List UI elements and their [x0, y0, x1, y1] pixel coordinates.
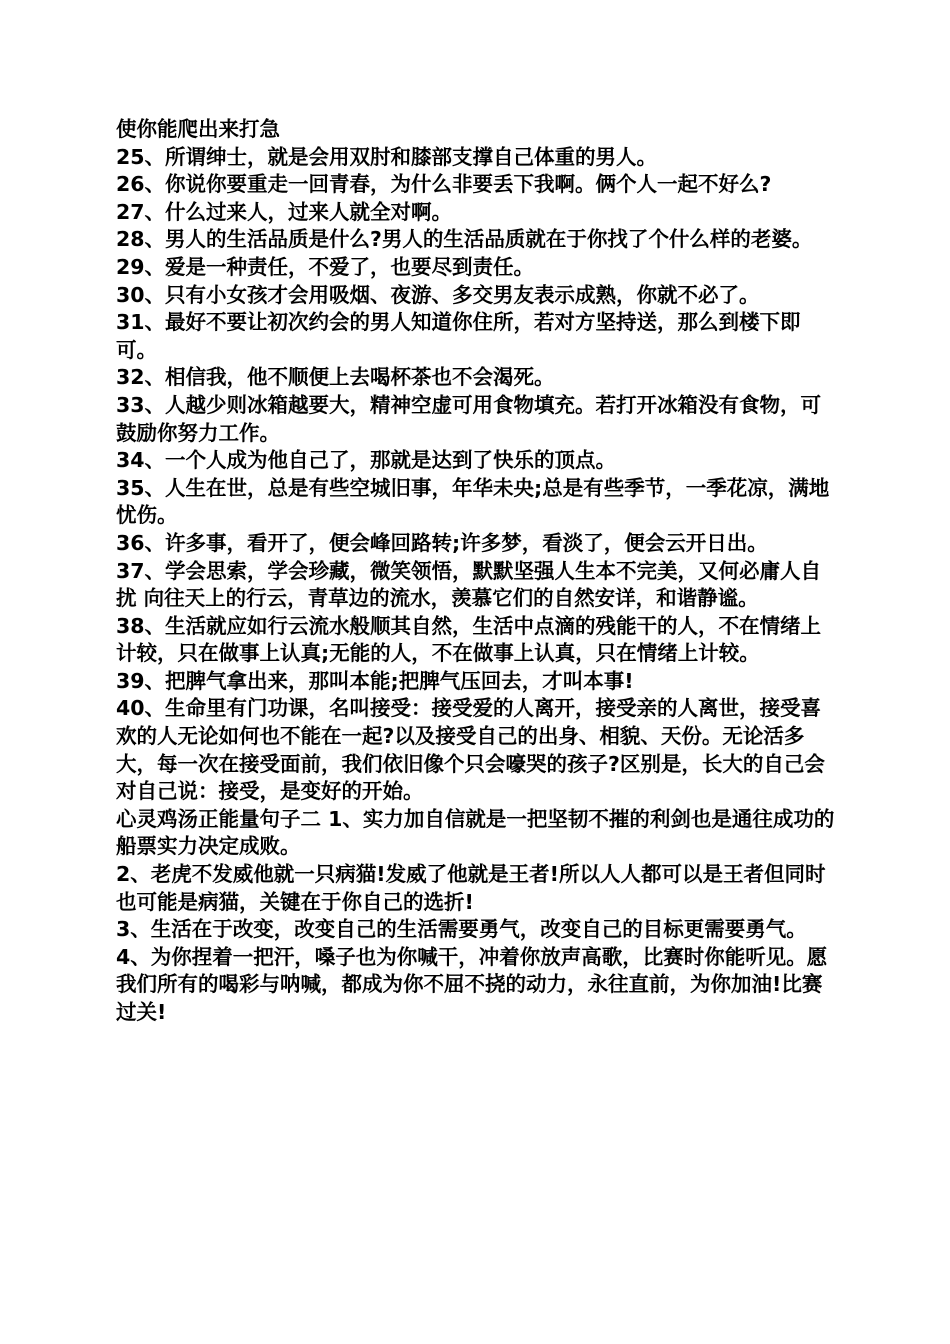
paragraph-37: 37、学会思索，学会珍藏，微笑领悟，默默坚强人生本不完美，又何必庸人自扰 向往天上的行云，青草边的流水，羡慕它们的自然安详，和谐静谧。 [116, 558, 822, 611]
paragraph-29: 29、爱是一种责任，不爱了，也要尽到责任。 [116, 254, 535, 279]
paragraph-intro: 使你能爬出来打急 [116, 117, 280, 141]
paragraph-39: 39、把脾气拿出来，那叫本能;把脾气压回去，才叫本事! [116, 668, 634, 693]
paragraph-32: 32、相信我，他不顺便上去喝杯茶也不会渴死。 [116, 365, 555, 390]
paragraph-31: 31、最好不要让初次约会的男人知道你住所，若对方坚持送，那么到楼下即可。 [116, 310, 801, 362]
paragraph-35: 35、人生在世，总是有些空城旧事，年华未央;总是有些季节，一季花凉，满地忧伤。 [116, 475, 830, 528]
document-body [116, 116, 838, 1027]
paragraph-26: 26、你说你要重走一回青春，为什么非要丢下我啊。俩个人一起不好么? [116, 172, 772, 197]
paragraph-section-two-4: 4、为你捏着一把汗，嗓子也为你喊干，冲着你放声高歌，比赛时你能听见。愿我们所有的喝彩与呐喊，都成为你不屈不挠的动力，永往直前，为你加油!比赛过关! [116, 944, 828, 1024]
paragraph-section-two-3: 3、生活在于改变，改变自己的生活需要勇气，改变自己的目标更需要勇气。 [116, 917, 807, 942]
paragraph-30: 30、只有小女孩才会用吸烟、夜游、多交男友表示成熟，你就不必了。 [116, 282, 760, 307]
paragraph-38: 38、生活就应如行云流水般顺其自然，生活中点滴的残能干的人，不在情绪上计较，只在做事上认真;无能的人，不在做事上认真，只在情绪上计较。 [116, 613, 822, 666]
paragraph-33: 33、人越少则冰箱越要大，精神空虚可用食物填充。若打开冰箱没有食物，可鼓励你努力工作。 [116, 392, 822, 445]
paragraph-27: 27、什么过来人，过来人就全对啊。 [116, 199, 453, 224]
paragraph-section-two-2: 2、老虎不发威他就一只病猫!发威了他就是王者!所以人人都可以是王者但同时也可能是病猫，关键在于你自己的选折! [116, 862, 826, 914]
paragraph-40: 40、生命里有门功课，名叫接受：接受爱的人离开，接受亲的人离世，接受喜欢的人无论如何也不能在一起?以及接受自己的出身、相貌、天份。无论活多大，每一次在接受面前，我们依旧像个只会嚎哭的孩子?区别是，长大的自己会对自己说：接受，是变好的开始。 [116, 696, 825, 804]
paragraph-28: 28、男人的生活品质是什么?男人的生活品质就在于你找了个什么样的老婆。 [116, 227, 813, 252]
paragraph-34: 34、一个人成为他自己了，那就是达到了快乐的顶点。 [116, 448, 617, 473]
paragraph-25: 25、所谓绅士，就是会用双肘和膝部支撑自己体重的男人。 [116, 144, 658, 169]
paragraph-36: 36、许多事，看开了，便会峰回路转;许多梦，看淡了，便会云开日出。 [116, 530, 768, 555]
paragraph-section-two-1: 心灵鸡汤正能量句子二 1、实力加自信就是一把坚韧不摧的利剑也是通往成功的船票实力决定成败。 [116, 806, 835, 859]
